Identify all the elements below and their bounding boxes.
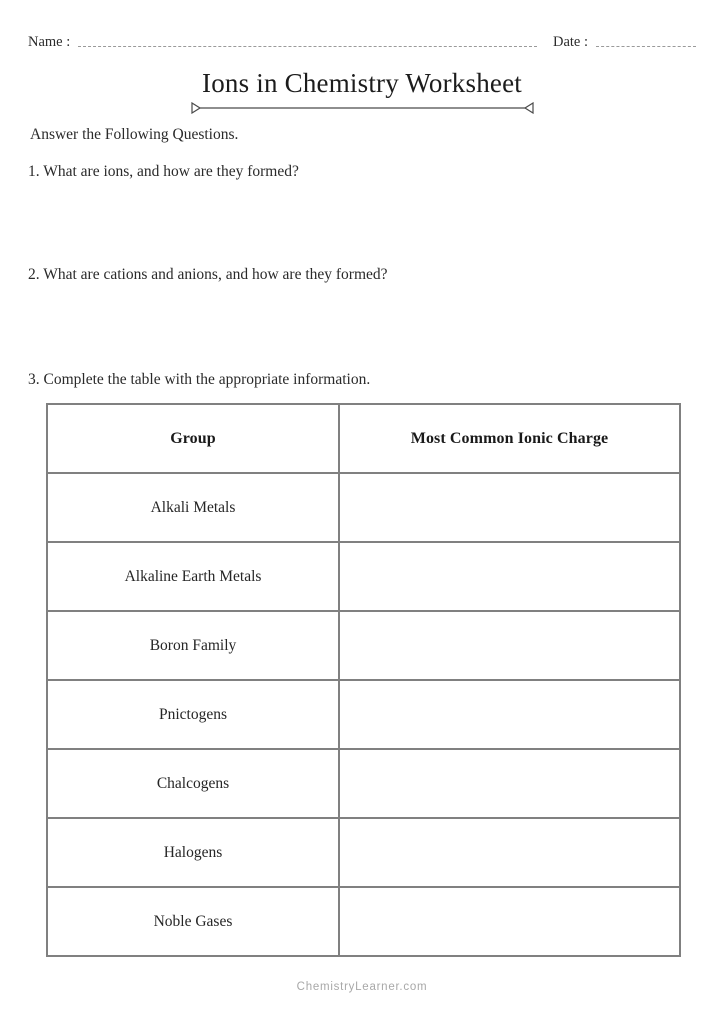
table-row — [47, 749, 680, 818]
column-header-group: Group — [47, 404, 339, 473]
charge-answer-cell[interactable] — [339, 818, 680, 887]
table-header-row — [47, 404, 680, 473]
date-label: Date : — [552, 33, 588, 50]
table-row — [47, 473, 680, 542]
footer-site-credit: ChemistryLearner.com — [296, 981, 428, 993]
table-row — [47, 818, 680, 887]
group-cell: Chalcogens — [47, 749, 339, 818]
title-divider — [190, 102, 535, 114]
group-cell: Pnictogens — [47, 680, 339, 749]
charge-answer-cell[interactable] — [339, 749, 680, 818]
question-1: 1. What are ions, and how are they formed? — [28, 163, 299, 180]
table-row — [47, 680, 680, 749]
date-input-line[interactable] — [596, 45, 696, 47]
group-charge-table-wrapper — [46, 403, 679, 957]
group-cell: Alkaline Earth Metals — [47, 542, 339, 611]
question-2: 2. What are cations and anions, and how are they formed? — [28, 266, 388, 283]
group-charge-table — [46, 403, 681, 957]
name-date-header — [28, 28, 696, 50]
column-header-charge: Most Common Ionic Charge — [339, 404, 680, 473]
name-label: Name : — [28, 33, 71, 50]
name-input-line[interactable] — [78, 45, 537, 47]
charge-answer-cell[interactable] — [339, 611, 680, 680]
charge-answer-cell[interactable] — [339, 542, 680, 611]
table-row — [47, 611, 680, 680]
group-cell: Boron Family — [47, 611, 339, 680]
table-body — [47, 473, 680, 956]
instruction-text: Answer the Following Questions. — [30, 126, 239, 143]
question-3: 3. Complete the table with the appropriate information. — [28, 371, 371, 388]
table-row — [47, 542, 680, 611]
right-arrow-icon — [525, 103, 533, 113]
group-cell: Alkali Metals — [47, 473, 339, 542]
group-cell: Halogens — [47, 818, 339, 887]
left-arrow-icon — [192, 103, 200, 113]
page-title: Ions in Chemistry Worksheet — [202, 68, 522, 98]
charge-answer-cell[interactable] — [339, 680, 680, 749]
table-header — [47, 404, 680, 473]
title-block — [0, 68, 724, 114]
group-cell: Noble Gases — [47, 887, 339, 956]
charge-answer-cell[interactable] — [339, 473, 680, 542]
charge-answer-cell[interactable] — [339, 887, 680, 956]
table-row — [47, 887, 680, 956]
